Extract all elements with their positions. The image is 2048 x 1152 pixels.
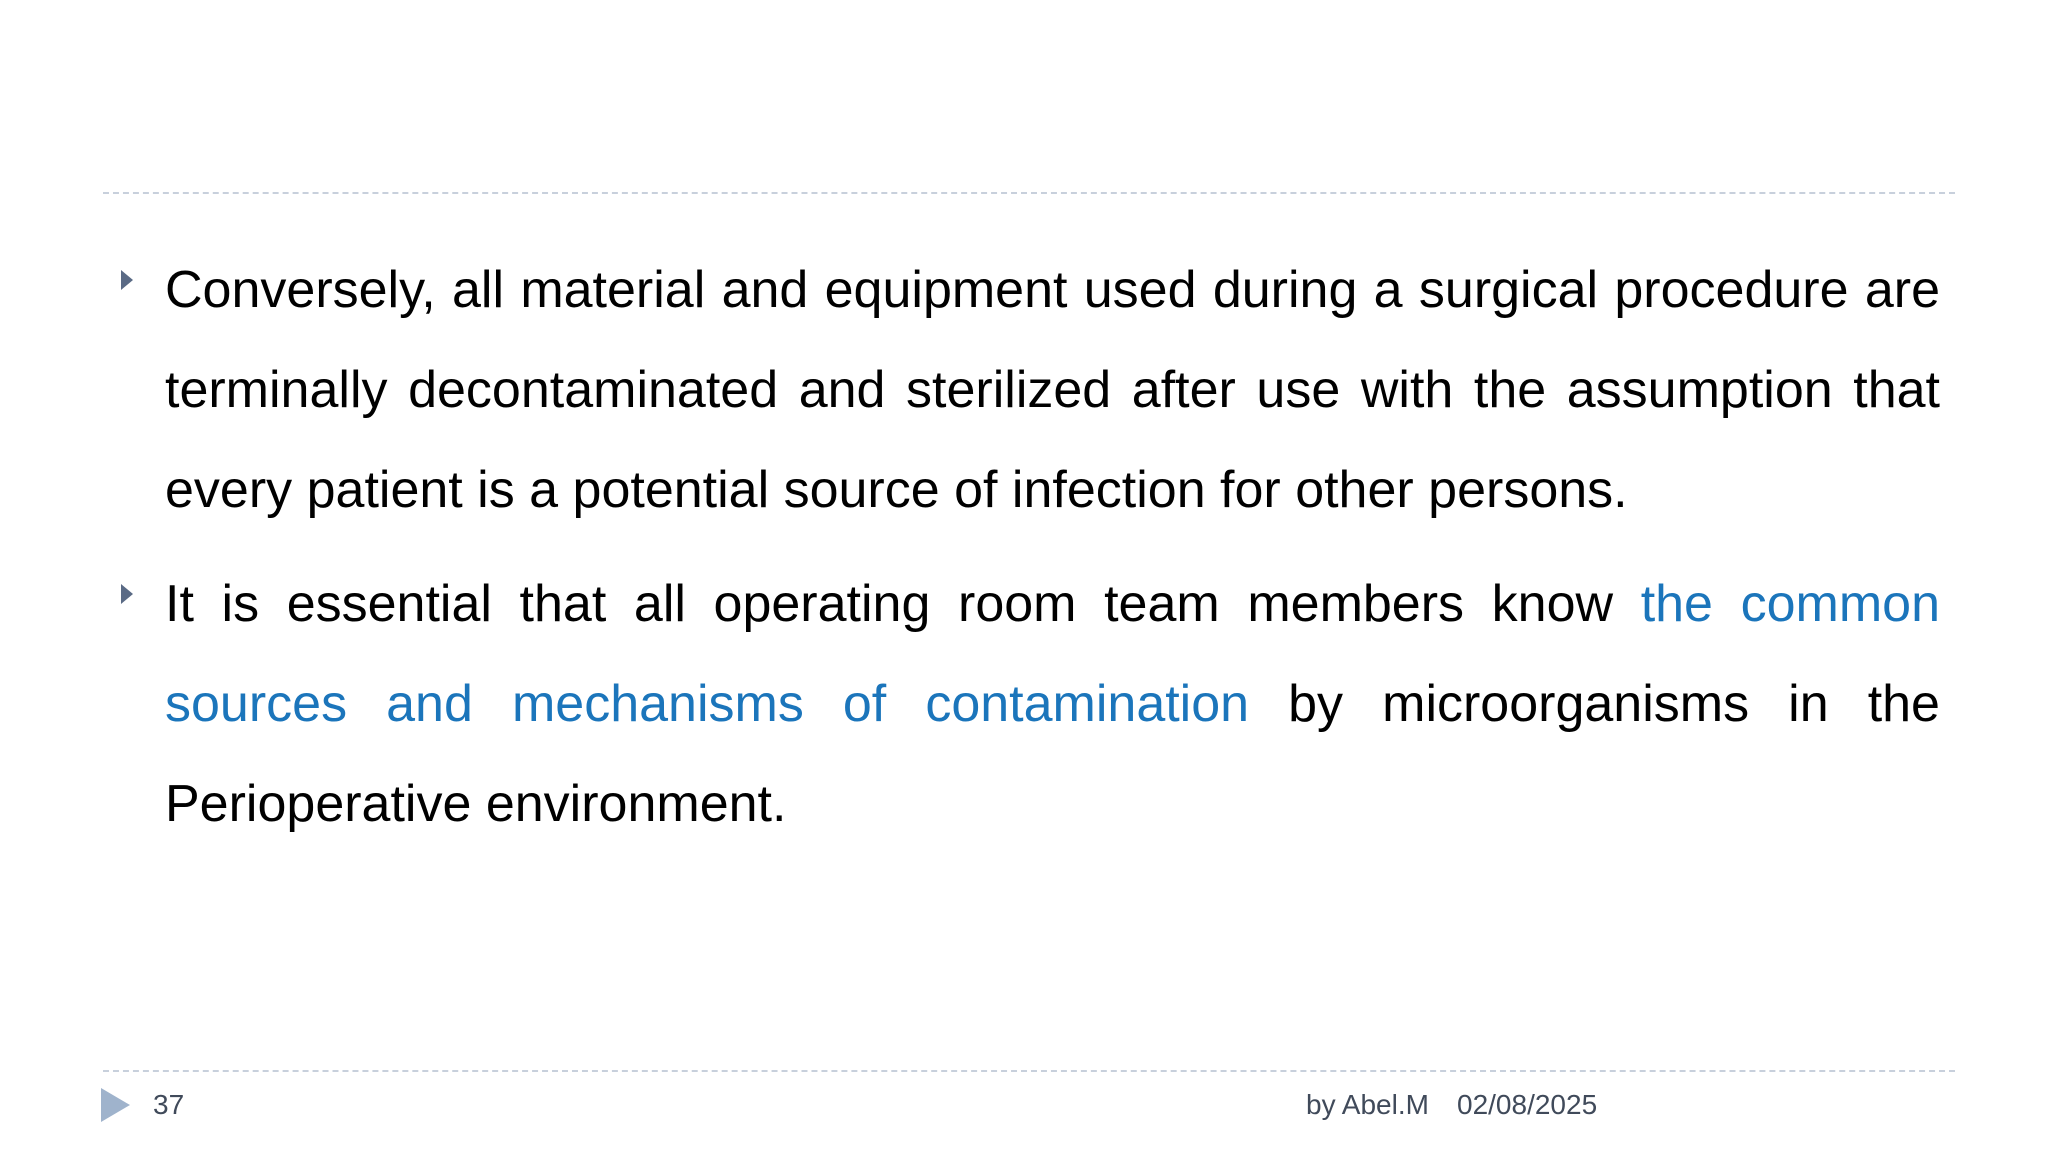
- top-divider: [103, 192, 1955, 194]
- slide-number: 37: [153, 1089, 185, 1120]
- highlighted-phrase: the common sources and mechanisms of contamination: [165, 575, 1940, 733]
- bullet-text: [165, 554, 1940, 854]
- bullet-item: [118, 240, 1940, 540]
- bullet-arrow-icon: [121, 584, 133, 604]
- footer-date: 02/08/2025: [1457, 1089, 1598, 1120]
- bullet-text: [165, 240, 1940, 540]
- bottom-divider: [103, 1070, 1955, 1072]
- footer-arrow-icon: [101, 1088, 130, 1122]
- bullet-item: [118, 554, 1940, 854]
- bullet-text-plain: by microorganisms in the Perioperative environment.: [165, 675, 1940, 833]
- bullet-text-plain: It is essential that all operating room team members know: [165, 575, 1641, 633]
- slide-body: [118, 240, 1940, 868]
- bullet-arrow-icon: [121, 270, 133, 290]
- bullet-text-plain: Conversely, all material and equipment used during a surgical procedure are terminally decontaminated and sterilized after use with the assumption that every patient is a potential source of infection for other persons.: [165, 261, 1940, 519]
- footer-author: by Abel.M: [1306, 1089, 1429, 1120]
